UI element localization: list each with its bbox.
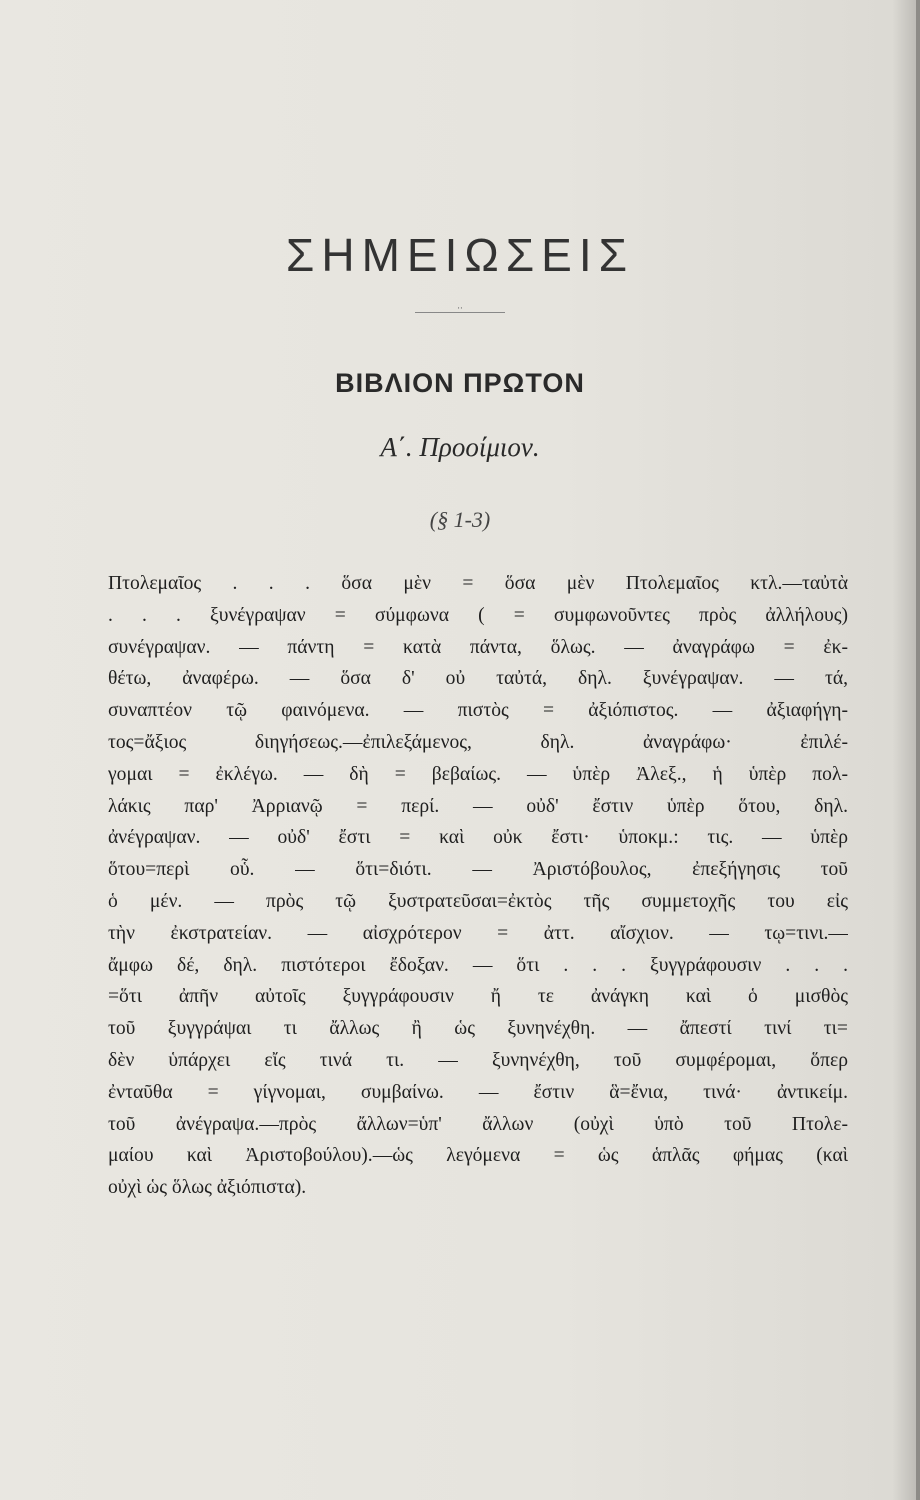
text-line: θέτω, ἀναφέρω. — ὅσα δ' οὐ ταὐτά, δηλ. ξυνέγραψαν. — τά, (108, 668, 848, 690)
text-line: δὲν ὑπάρχει εἴς τινά τι. — ξυνηνέχθη, τοῦ συμφέρομαι, ὅπερ (108, 1049, 848, 1071)
text-line: γομαι = ἐκλέγω. — δὴ = βεβαίως. — ὑπὲρ Ἀλεξ., ἡ ὑπὲρ πολ- (108, 763, 848, 785)
text-line: λάκις παρ' Ἀρριανῷ = περί. — οὐδ' ἔστιν ὑπὲρ ὅτου, δηλ. (108, 795, 848, 817)
text-line: τὴν ἐκστρατείαν. — αἰσχρότερον = ἀττ. αἴσχιον. — τῳ=τινι.— (108, 922, 848, 944)
text-line: ἀνέγραψαν. — οὐδ' ἔστι = καὶ οὐκ ἔστι· ὑποκμ.: τις. — ὑπὲρ (108, 827, 848, 849)
section-heading: Α΄. Προοίμιον. (380, 432, 540, 462)
text-line: τος=ἄξιος διηγήσεως.—ἐπιλεξάμενος, δηλ. ἀναγράφω· ἐπιλέ- (108, 731, 848, 753)
text-line: συνέγραψαν. — πάντη = κατὰ πάντα, ὅλως. — ἀναγράφω = ἐκ- (108, 636, 848, 658)
title-divider-ornament: ·· (457, 304, 463, 314)
text-line: τοῦ ξυγγράψαι τι ἄλλως ἢ ὡς ξυνηνέχθη. — ἄπεστί τινί τι= (108, 1018, 848, 1040)
text-line: τοῦ ἀνέγραψα.—πρὸς ἄλλων=ὑπ' ἄλλων (οὐχὶ ὑπὸ τοῦ Πτολε- (108, 1113, 848, 1135)
text-line: ἄμφω δέ, δηλ. πιστότεροι ἔδοξαν. — ὅτι . . . ξυγγράφουσιν . . . (108, 954, 848, 976)
text-line: ὁ μέν. — πρὸς τῷ ξυστρατεῦσαι=ἐκτὸς τῆς συμμετοχῆς του εἰς (108, 890, 848, 912)
text-line: συναπτέον τῷ φαινόμενα. — πιστὸς = ἀξιόπιστος. — ἀξιαφήγη- (108, 700, 848, 722)
page-title: ΣΗΜΕΙΩΣΕΙΣ (285, 229, 635, 281)
text-line: οὐχὶ ὡς ὅλως ἀξιόπιστα). (108, 1177, 307, 1199)
paragraph-range: (§ 1-3) (429, 507, 491, 532)
page-edge-shadow (916, 0, 920, 1500)
text-line: . . . ξυνέγραψαν = σύμφωνα ( = συμφωνοῦντες πρὸς ἀλλήλους) (108, 604, 848, 626)
text-line: =ὅτι ἀπῆν αὐτοῖς ξυγγράφουσιν ἤ τε ἀνάγκη καὶ ὁ μισθὸς (108, 986, 848, 1008)
book-heading: ΒΙΒΛΙΟΝ ΠΡΩΤΟΝ (335, 368, 585, 398)
text-line: μαίου καὶ Ἀριστοβούλου).—ὡς λεγόμενα = ὡς ἁπλᾶς φήμας (καὶ (108, 1145, 848, 1167)
text-line: ἐνταῦθα = γίγνομαι, συμβαίνω. — ἔστιν ἃ=ἔνια, τινά· ἀντικείμ. (108, 1081, 848, 1103)
text-line: ὅτου=περὶ οὗ. — ὅτι=διότι. — Ἀριστόβουλος, ἐπεξήγησις τοῦ (108, 859, 848, 881)
text-line: Πτολεμαῖος . . . ὅσα μὲν = ὅσα μὲν Πτολεμαῖος κτλ.—ταὐτὰ (108, 573, 848, 594)
notes-body (108, 568, 848, 1204)
